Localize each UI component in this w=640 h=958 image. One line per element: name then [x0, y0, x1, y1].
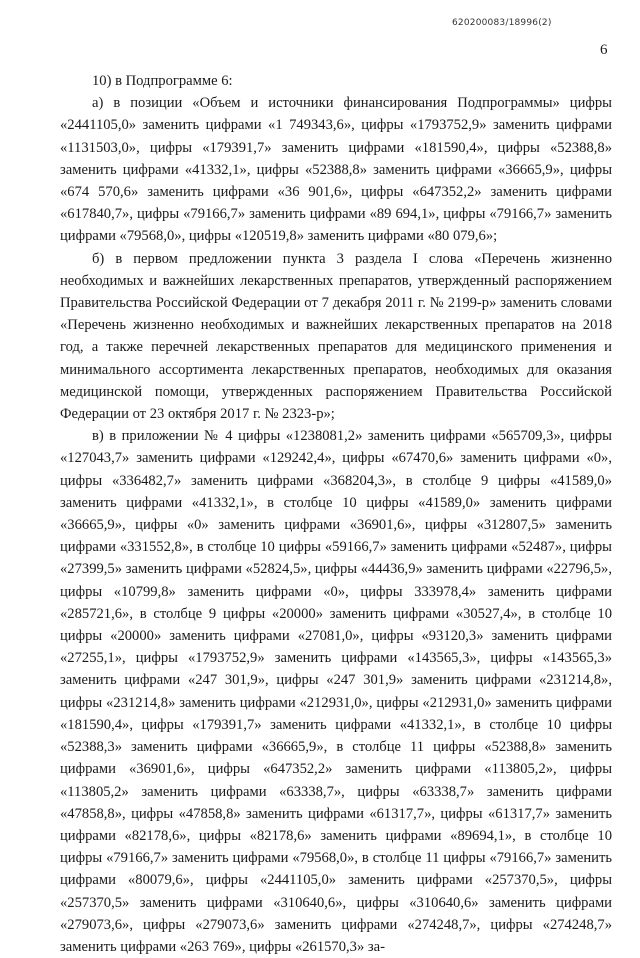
document-registration-code: 620200083/18996(2): [452, 18, 552, 28]
paragraph-item-b: б) в первом предложении пункта 3 раздела I слова «Перечень жизненно необходимых и важнейших лекарственных препаратов, утвержденный распоряжением Правительства Российской Федерации от 7 декабря 2011 г. № 2199-р» заменить словами «Перечень жизненно необходимых и важнейших лекарственных препаратов на 2018 год, а также перечней лекарственных препаратов для медицинского применения и минимального ассортимента лекарственных препаратов, необходимых для оказания медицинской помощи, утвержденных распоряжением Правительства Российской Федерации от 23 октября 2017 г. № 2323-р»;: [60, 250, 612, 423]
paragraph-item-c: в) в приложении № 4 цифры «1238081,2» заменить цифрами «565709,3», цифры «127043,7» заменить цифрами «129242,4», цифры «67470,6» заменить цифрами «0», цифры «336482,7» заменить цифрами «368204,3», в столбце 9 цифры «41589,0» заменить цифрами «41332,1», в столбце 10 цифры «41589,0» заменить цифрами «36665,9», цифры «0» заменить цифрами «36901,6», цифры «312807,5» заменить цифрами «331552,8», в столбце 10 цифры «59166,7» заменить цифрами «52487», цифры «27399,5» заменить цифрами «52824,5», цифры «44436,9» заменить цифрами «22796,5», цифры «10799,8» заменить цифрами «0», цифры 333978,4» заменить цифрами «285721,6», в столбце 9 цифры «20000» заменить цифрами «30527,4», в столбце 10 цифры «20000» заменить цифрами «27081,0», цифры «93120,3» заменить цифрами «27255,1», цифры «1793752,9» заменить цифрами «143565,3», цифры «143565,3» заменить цифрами «247 301,9», цифры «247 301,9» заменить цифрами «231214,8», цифры «231214,8» заменить цифрами «212931,0», цифры «212931,0» заменить цифрами «181590,4», цифры «179391,7» заменить цифрами «41332,1», в столбце 10 цифры «52388,3» заменить цифрами «36665,9», в столбце 11 цифры «52388,8» заменить цифрами «36901,6», цифры «647352,2» заменить цифрами «113805,2», цифры «113805,2» заменить цифрами «63338,7», цифры «63338,7» заменить цифрами «47858,8», цифры «47858,8» заменить цифрами «61317,7», цифры «61317,7» заменить цифрами «82178,6», цифры «82178,6» заменить цифрами «89694,1», в столбце 10 цифры «79166,7» заменить цифрами «79568,0», в столбце 11 цифры «79166,7» заменить цифрами «80079,6», цифры «2441105,0» заменить цифрами «257370,5», цифры «257370,5» заменить цифрами «310640,6», цифры «310640,6» заменить цифрами «279073,6», цифры «279073,6» заменить цифрами «274248,7», цифры «274248,7» заменить цифрами «263 769», цифры «261570,3» за-: [60, 428, 612, 955]
document-body: [60, 70, 612, 958]
paragraph-item-a: а) в позиции «Объем и источники финансирования Подпрограммы» цифры «2441105,0» заменить цифрами «1 749343,6», цифры «1793752,9» заменить цифрами «1131503,0», цифры «179391,7» заменить цифрами «181590,4», цифры «52388,8» заменить цифрами «41332,1», цифры «52388,8» заменить цифрами «36665,9», цифры «674 570,6» заменить цифрами «36 901,6», цифры «647352,2» заменить цифрами «617840,7», цифры «79166,7» заменить цифрами «89 694,1», цифры «79166,7» заменить цифрами «79568,0», цифры «120519,8» заменить цифрами «80 079,6»;: [60, 95, 612, 245]
paragraph-intro: 10) в Подпрограмме 6:: [92, 73, 233, 89]
page-number: 6: [600, 42, 608, 58]
